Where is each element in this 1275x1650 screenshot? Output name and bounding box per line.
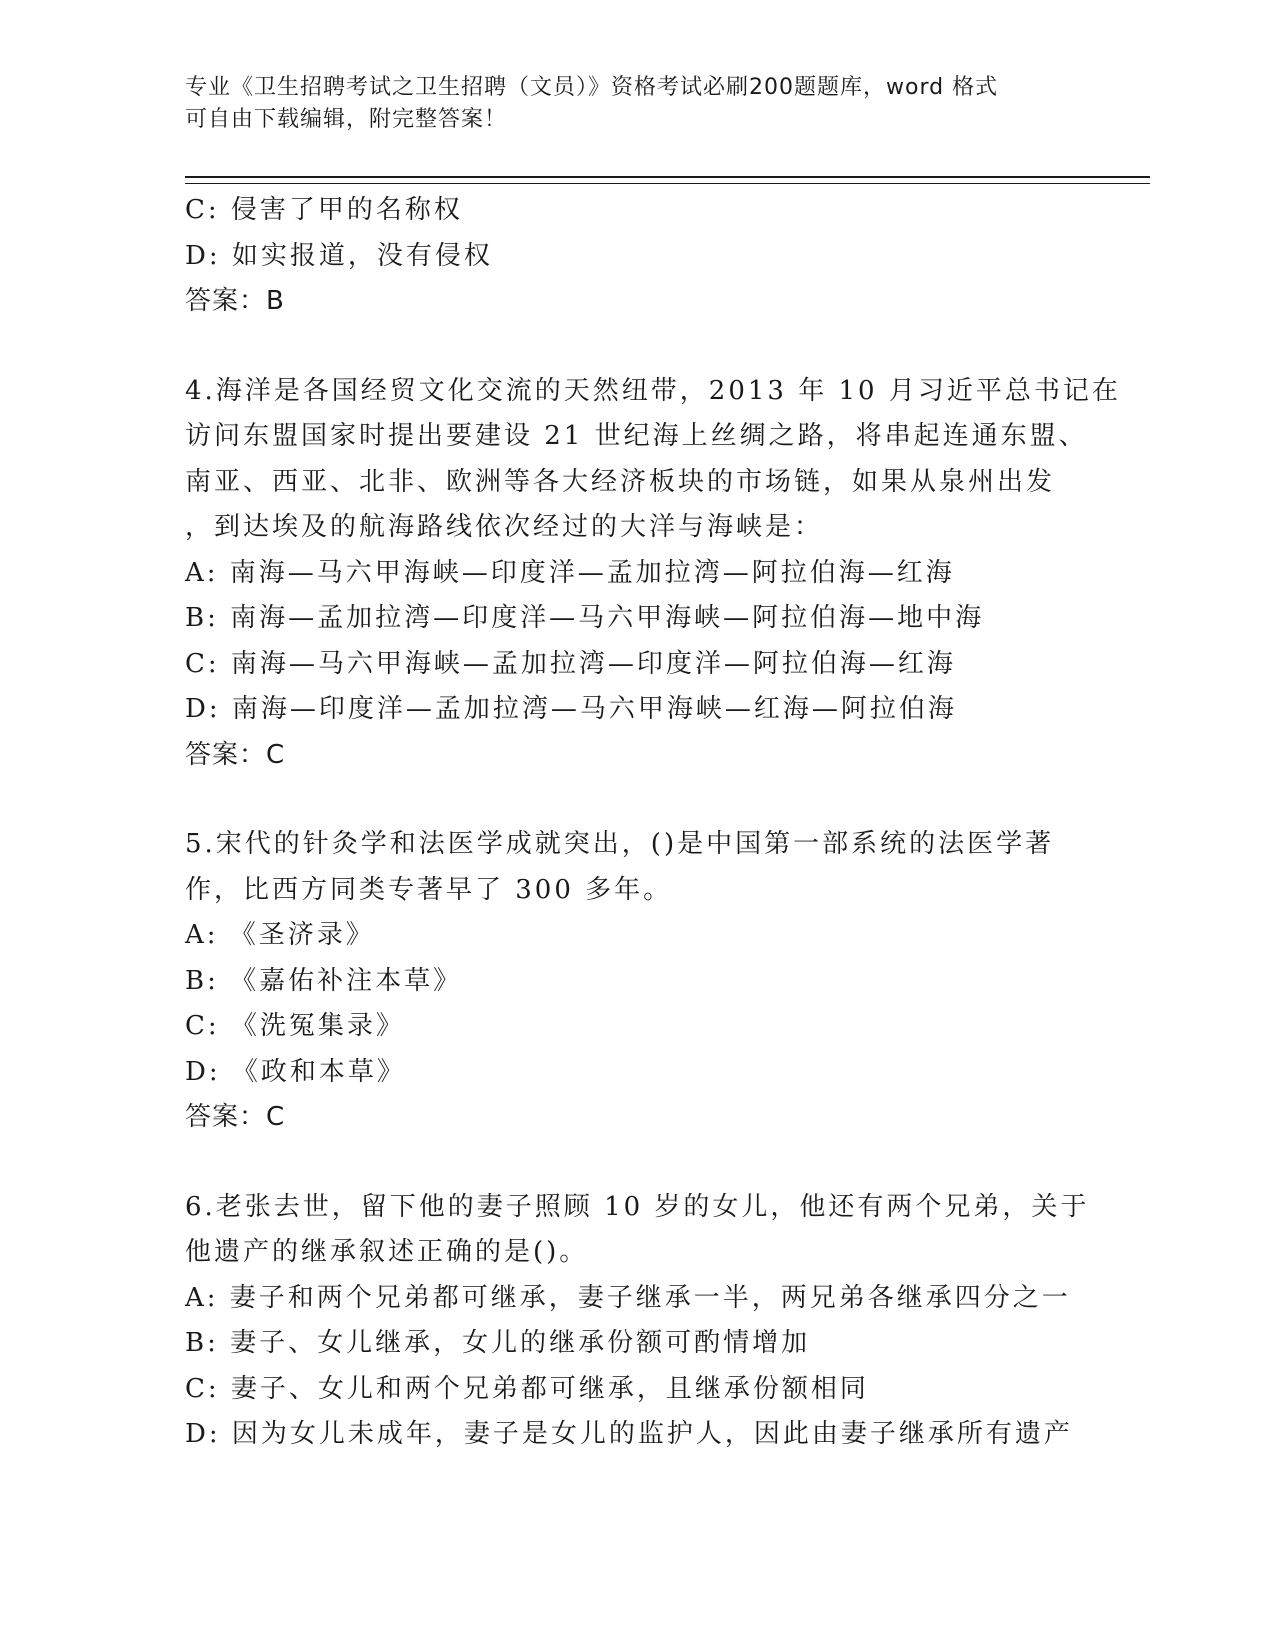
- option-d: D: 因为女儿未成年，妻子是女儿的监护人，因此由妻子继承所有遗产: [185, 1419, 1073, 1449]
- question-3-tail: [185, 188, 1085, 325]
- header-divider: [185, 176, 1150, 184]
- question-stem-line: 访问东盟国家时提出要建设 21 世纪海上丝绸之路，将串起连通东盟、: [185, 421, 1088, 451]
- option-d: D: 南海—印度洋—孟加拉湾—马六甲海峡—红海—阿拉伯海: [185, 694, 957, 724]
- question-4: [185, 369, 1121, 779]
- question-stem-line: 南亚、西亚、北非、欧洲等各大经济板块的市场链，如果从泉州出发: [185, 466, 1056, 497]
- option-d: D: 《政和本草》: [185, 1056, 406, 1087]
- question-stem-line: 他遗产的继承叙述正确的是()。: [185, 1237, 589, 1267]
- option-b: B: 南海—孟加拉湾—印度洋—马六甲海峡—阿拉伯海—地中海: [185, 603, 985, 633]
- option-c: C: 《洗冤集录》: [185, 1011, 405, 1041]
- document-header: [185, 72, 1065, 136]
- question-6: [185, 1185, 1090, 1458]
- header-line-1: 专业《卫生招聘考试之卫生招聘（文员）》资格考试必刷200题题库，word 格式: [185, 75, 999, 100]
- option-b: B: 妻子、女儿继承，女儿的继承份额可酌情增加: [185, 1328, 811, 1358]
- question-stem-line: ，到达埃及的航海路线依次经过的大洋与海峡是：: [185, 512, 824, 542]
- header-line-2: 可自由下载编辑，附完整答案！: [185, 107, 508, 132]
- option-c: C: 南海—马六甲海峡—孟加拉湾—印度洋—阿拉伯海—红海: [185, 648, 956, 679]
- answer-line: 答案：C: [185, 1102, 286, 1132]
- option-a: A: 南海—马六甲海峡—印度洋—孟加拉湾—阿拉伯海—红海: [185, 557, 955, 588]
- question-stem-line: 5.宋代的针灸学和法医学成就突出，()是中国第一部系统的法医学著: [185, 829, 1055, 859]
- option-d: D: 如实报道，没有侵权: [185, 240, 493, 271]
- question-5: [185, 822, 1085, 1141]
- option-b: B: 《嘉佑补注本草》: [185, 965, 463, 996]
- answer-line: 答案：C: [185, 739, 286, 770]
- option-a: A: 妻子和两个兄弟都可继承，妻子继承一半，两兄弟各继承四分之一: [185, 1282, 1071, 1313]
- question-stem-line: 作，比西方同类专著早了 300 多年。: [185, 874, 673, 905]
- spacer: [185, 778, 1085, 822]
- spacer: [185, 1141, 1085, 1185]
- question-stem-line: 6.老张去世，留下他的妻子照顾 10 岁的女儿，他还有两个兄弟，关于: [185, 1191, 1090, 1222]
- answer-line: 答案：B: [185, 286, 285, 316]
- option-c: C: 侵害了甲的名称权: [185, 195, 463, 225]
- question-stem-line: 4.海洋是各国经贸文化交流的天然纽带，2013 年 10 月习近平总书记在: [185, 375, 1121, 406]
- document-body: [185, 188, 1121, 1458]
- option-c: C: 妻子、女儿和两个兄弟都可继承，且继承份额相同: [185, 1373, 869, 1404]
- spacer: [185, 325, 1085, 369]
- option-a: A: 《圣济录》: [185, 920, 375, 950]
